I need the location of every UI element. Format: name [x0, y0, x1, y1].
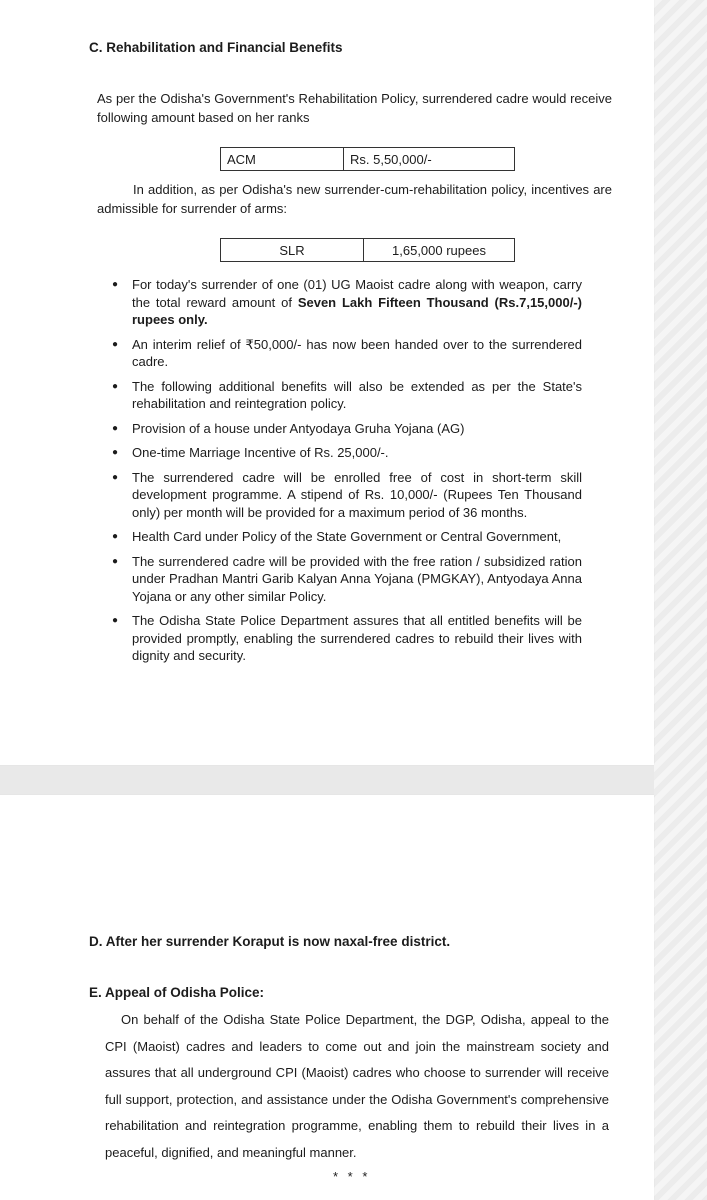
list-item: ● For today's surrender of one (01) UG Maoist cadre along with weapon, carry the total reward amount of Seven Lakh Fifteen Thousand (Rs.7,15,000/-) rupees only.	[112, 276, 582, 329]
list-item: ● One-time Marriage Incentive of Rs. 25,000/-.	[112, 444, 582, 462]
rank-table	[220, 147, 515, 171]
section-c-intro: As per the Odisha's Government's Rehabilitation Policy, surrendered cadre would receive following amount based on her ranks	[97, 91, 612, 125]
section-c-heading: C. Rehabilitation and Financial Benefits	[89, 40, 343, 55]
end-mark: * * *	[333, 1169, 371, 1184]
section-d-heading: D. After her surrender Koraput is now naxal-free district.	[89, 934, 451, 949]
weapon-amount-cell: 1,65,000 rupees	[364, 239, 515, 262]
arms-table	[220, 238, 515, 262]
document-page-2	[0, 795, 654, 1200]
section-c-arms-intro: In addition, as per Odisha's new surrender-cum-rehabilitation policy, incentives are admissible for surrender of arms:	[97, 182, 612, 216]
list-item: ● The surrendered cadre will be enrolled free of cost in short-term skill development programme. A stipend of Rs. 10,000/- (Rupees Ten Thousand only) per month will be provided for a maximum period of 36 months.	[112, 469, 582, 522]
list-item: ● The Odisha State Police Department assures that all entitled benefits will be provided promptly, enabling the surrendered cadres to rebuild their lives with dignity and security.	[112, 612, 582, 665]
section-e-heading: E. Appeal of Odisha Police:	[89, 985, 265, 1000]
list-item: ● Health Card under Policy of the State Government or Central Government,	[112, 528, 582, 546]
background-strip	[654, 0, 707, 1200]
list-item: ● The surrendered cadre will be provided with the free ration / subsidized ration under Pradhan Mantri Garib Kalyan Anna Yojana (PMGKAY), Antyodaya Anna Yojana or any other similar Policy.	[112, 553, 582, 606]
list-item: ● Provision of a house under Antyodaya Gruha Yojana (AG)	[112, 420, 582, 438]
section-e-body: On behalf of the Odisha State Police Department, the DGP, Odisha, appeal to the CPI (Maoist) cadres and leaders to come out and join the mainstream society and assures that all underground CPI (Maoist) cadres who choose to surrender will receive full support, protection, and assistance under the Odisha Government's comprehensive rehabilitation and reintegration programme, enabling them to rebuild their lives in a peaceful, dignified, and meaningful manner.	[105, 1012, 609, 1160]
rank-cell: ACM	[221, 148, 344, 171]
table-row	[221, 148, 515, 171]
rank-amount-cell: Rs. 5,50,000/-	[344, 148, 515, 171]
benefits-list	[112, 276, 582, 672]
weapon-cell: SLR	[221, 239, 364, 262]
list-item: ● The following additional benefits will also be extended as per the State's rehabilitation and reintegration policy.	[112, 378, 582, 413]
table-row	[221, 239, 515, 262]
list-item: ● An interim relief of ₹50,000/- has now been handed over to the surrendered cadre.	[112, 336, 582, 371]
